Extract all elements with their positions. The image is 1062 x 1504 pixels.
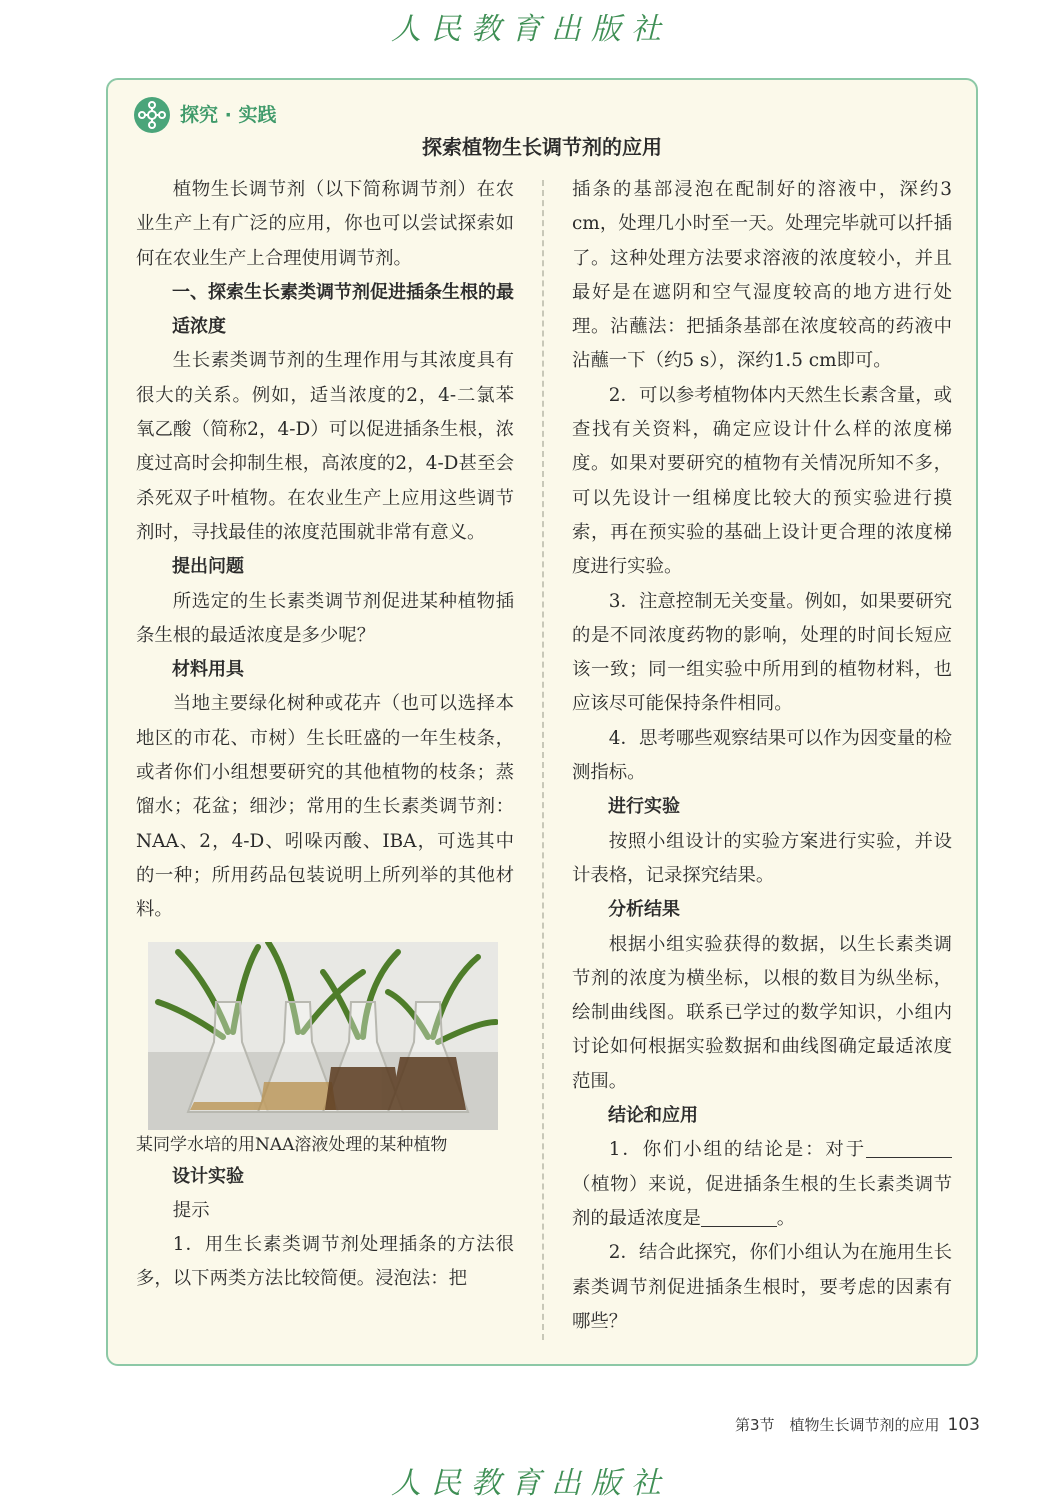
conclusion-text-b: （植物）来说，促进插条生根的生长素类调节剂的最适浓度是 — [572, 1173, 952, 1229]
right-column — [572, 173, 952, 1339]
heading-question: 提出问题 — [172, 556, 244, 578]
hint-label: 提示 — [172, 1199, 210, 1221]
factors-question-paragraph: 2．结合此探究，你们小组认为在施用生长素类调节剂促进插条生根时，要考虑的因素有哪些？ — [572, 1242, 952, 1332]
concentration-blank[interactable] — [701, 1208, 777, 1227]
heading-materials: 材料用具 — [172, 659, 244, 681]
indicator-paragraph: 4．思考哪些观察结果可以作为因变量的检测指标。 — [572, 727, 952, 784]
photo-caption: 某同学水培的用NAA溶液处理的某种植物 — [136, 1134, 448, 1155]
plant-blank[interactable] — [866, 1139, 952, 1158]
heading-part-one: 一、探索生长素类调节剂促进插条生根的最适浓度 — [172, 281, 514, 338]
molecule-icon — [134, 97, 170, 133]
heading-experiment: 进行实验 — [608, 796, 680, 818]
conclusion-text-c: 。 — [776, 1207, 796, 1229]
question-paragraph: 所选定的生长素类调节剂促进某种植物插条生根的最适浓度是多少呢？ — [136, 590, 514, 646]
method-continued-paragraph: 插条的基部浸泡在配制好的溶液中，深约3 cm，处理几小时至一天。处理完毕就可以扦插了。这种处理方法要求溶液的浓度较小，并且最好是在遮阴和空气湿度较高的地方进行处理。沾蘸法：把插条基部在浓度较高的药液中沾蘸一下（约5 s），深约1.5 cm即可。 — [572, 179, 952, 372]
background-paragraph: 生长素类调节剂的生理作用与其浓度具有很大的关系。例如，适当浓度的2，4-二氯苯氧乙酸（简称2，4-D）可以促进插条生根，浓度过高时会抑制生根，高浓度的2，4-D甚至会杀死双子叶植物。在农业生产上应用这些调节剂时，寻找最佳的浓度范围就非常有意义。 — [136, 350, 514, 543]
method-paragraph: 1．用生长素类调节剂处理插条的方法很多，以下两类方法比较简便。浸泡法：把 — [136, 1234, 514, 1290]
analysis-paragraph: 根据小组实验获得的数据，以生长素类调节剂的浓度为横坐标，以根的数目为纵坐标，绘制曲线图。联系已学过的数学知识，小组内讨论如何根据实验数据和曲线图确定最适浓度范围。 — [572, 933, 952, 1092]
section-label: 探究 · 实践 — [180, 104, 277, 126]
publisher-logo-top: 人民教育出版社 — [391, 12, 671, 47]
heading-analysis: 分析结果 — [608, 899, 680, 921]
column-divider — [542, 180, 544, 1340]
gradient-paragraph: 2．可以参考植物体内天然生长素含量，或查找有关资料，确定应设计什么样的浓度梯度。如果对要研究的植物有关情况所知不多，可以先设计一组梯度比较大的预实验进行摸索，再在预实验的基础上设计更合理的浓度梯度进行实验。 — [572, 384, 952, 578]
heading-design: 设计实验 — [172, 1165, 244, 1187]
publisher-logo-bottom: 人民教育出版社 — [391, 1466, 671, 1501]
variables-paragraph: 3．注意控制无关变量。例如，如果要研究的是不同浓度药物的影响，处理的时间长短应该一致；同一组实验中所用到的植物材料，也应该尽可能保持条件相同。 — [572, 590, 952, 715]
footer-section: 第3节 植物生长调节剂的应用 — [735, 1416, 940, 1434]
intro-paragraph: 植物生长调节剂（以下简称调节剂）在农业生产上有广泛的应用，你也可以尝试探索如何在农业生产上合理使用调节剂。 — [136, 179, 514, 269]
materials-paragraph: 当地主要绿化树种或花卉（也可以选择本地区的市花、市树）生长旺盛的一年生枝条，或者你们小组想要研究的其他植物的枝条；蒸馏水；花盆；细沙；常用的生长素类调节剂：NAA、2，4-D、吲哚丙酸、IBA，可选其中的一种；所用药品包装说明上所列举的其他材料。 — [136, 693, 514, 921]
plant-cuttings-photo — [148, 942, 498, 1130]
left-column — [136, 173, 514, 1297]
experiment-paragraph: 按照小组设计的实验方案进行实验，并设计表格，记录探究结果。 — [572, 830, 952, 886]
page-footer — [735, 1414, 980, 1435]
heading-conclusion: 结论和应用 — [608, 1105, 698, 1127]
page-title: 探索植物生长调节剂的应用 — [422, 135, 662, 159]
conclusion-text-a: 1．你们小组的结论是：对于 — [608, 1139, 866, 1161]
conclusion-paragraph — [572, 1133, 952, 1236]
page-number: 103 — [947, 1415, 980, 1435]
